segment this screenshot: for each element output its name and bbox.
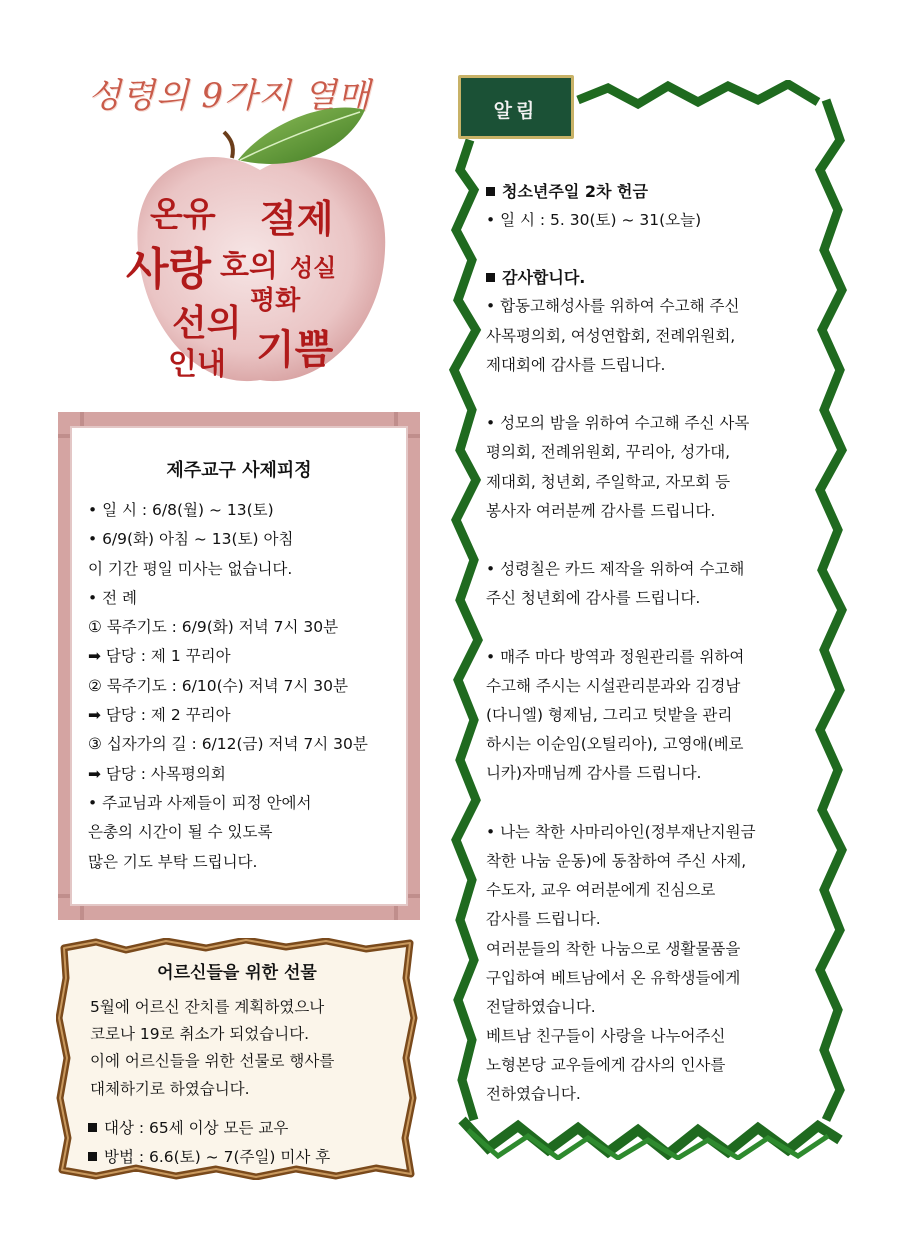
notice-line: • 합동고해성사를 위하여 수고해 주신	[486, 297, 740, 316]
notice-line: (다니엘) 형제님, 그리고 텃밭을 관리	[486, 706, 733, 724]
notice-line: 노형본당 교우들에게 감사의 인사를	[486, 1056, 726, 1075]
elders-item: 대상 : 65세 이상 모든 교우	[88, 1114, 408, 1143]
retreat-line: • 일 시 : 6/8(월) ~ 13(토)	[88, 501, 274, 519]
notice-line: 제대회, 청년회, 주일학교, 자모회 등	[486, 472, 731, 491]
notice-content	[486, 178, 831, 1110]
notice-line	[486, 526, 831, 555]
apple-word-kindness: 호의	[220, 249, 278, 284]
notice-line: 착한 나눔 운동)에 동참하여 주신 사제,	[486, 851, 747, 870]
retreat-line: ③ 십자가의 길 : 6/12(금) 저녁 7시 30분	[88, 735, 368, 754]
apple-title: 성령의 9가지 열매	[88, 76, 372, 116]
notice-line: 사목평의회, 여성연합회, 전례위원회,	[486, 326, 736, 345]
notice-line: 하시는 이순임(오틸리아), 고영애(베로	[486, 735, 744, 754]
retreat-line: ➡ 담당 : 사목평의회	[88, 764, 226, 783]
notice-line	[486, 380, 831, 409]
notice-line: • 매주 마다 방역과 정원관리를 위하여	[486, 647, 745, 666]
apple-word-goodness: 선의	[172, 303, 242, 344]
square-bullet-icon	[88, 1152, 97, 1161]
notice-line: • 성모의 밤을 위하여 수고해 주신 사목	[486, 414, 750, 433]
notice-line: 감사를 드립니다.	[486, 910, 601, 929]
retreat-line: ➡ 담당 : 제 2 꾸리아	[88, 706, 231, 725]
apple-word-self-control: 절제	[260, 197, 334, 241]
notice-heading-thanks: 감사합니다.	[486, 264, 831, 292]
retreat-line: 많은 기도 부탁 드립니다.	[88, 852, 258, 871]
retreat-line: 이 기간 평일 미사는 없습니다.	[88, 559, 293, 578]
apple-word-peace: 평화	[250, 286, 301, 316]
notice-line: 봉사자 여러분께 감사를 드립니다.	[486, 501, 716, 520]
notice-line: 수도자, 교우 여러분에게 진심으로	[486, 881, 716, 900]
apple-illustration	[120, 100, 400, 400]
notice-line: 여러분들의 착한 나눔으로 생활물품을	[486, 939, 741, 958]
notice-line: 구입하여 베트남에서 온 유학생들에게	[486, 968, 741, 987]
notice-line: 전하였습니다.	[486, 1085, 581, 1104]
notice-board-tab	[458, 75, 574, 139]
elders-body-line: 이에 어르신들을 위한 선물로 행사를	[90, 1052, 335, 1071]
notice-line: 제대회에 감사를 드립니다.	[486, 355, 666, 374]
square-bullet-icon	[486, 273, 495, 282]
priest-retreat-title: 제주교구 사제피정	[166, 460, 312, 481]
square-bullet-icon	[486, 187, 495, 196]
elders-body-line: 대체하기로 하였습니다.	[90, 1079, 250, 1098]
notice-line	[486, 613, 831, 642]
elders-item: 방법 : 6.6(토) ~ 7(주일) 미사 후	[88, 1143, 408, 1172]
notice-line: • 성령칠은 카드 제작을 위하여 수고해	[486, 560, 745, 579]
notice-line: 주신 청년회에 감사를 드립니다.	[486, 589, 701, 608]
elders-body-line: 5월에 어르신 잔치를 계획하였으나	[90, 998, 325, 1016]
retreat-line: • 주교님과 사제들이 피정 안에서	[88, 793, 312, 812]
retreat-line: ➡ 담당 : 제 1 꾸리아	[88, 647, 231, 666]
notice-line: 전달하였습니다.	[486, 997, 596, 1016]
apple-word-love: 사랑	[126, 244, 212, 295]
apple-word-joy: 기쁨	[256, 327, 334, 373]
notice-line: 베트남 친구들이 사랑을 나누어주신	[486, 1027, 726, 1046]
notice-line	[486, 789, 831, 818]
retreat-line: • 전 례	[88, 588, 137, 607]
retreat-line: • 6/9(화) 아침 ~ 13(토) 아침	[88, 530, 294, 549]
apple-word-patience: 인내	[168, 347, 226, 382]
notice-line: 평의회, 전례위원회, 꾸리아, 성가대,	[486, 443, 731, 462]
apple-word-gentleness: 온유	[150, 195, 216, 235]
notice-line: 니카)자매님께 감사를 드립니다.	[486, 764, 702, 783]
notice-line: • 일 시 : 5. 30(토) ~ 31(오늘)	[486, 211, 702, 229]
notice-line: • 나는 착한 사마리아인(정부재난지원금	[486, 822, 756, 841]
retreat-line: 은총의 시간이 될 수 있도록	[88, 823, 273, 842]
priest-retreat-details	[88, 496, 408, 877]
elders-gift-title: 어르신들을 위한 선물	[157, 963, 317, 983]
notice-tab-label: 알림	[493, 100, 539, 122]
square-bullet-icon	[88, 1123, 97, 1132]
apple-word-faithfulness: 성실	[290, 254, 337, 282]
notice-heading-offering: 청소년주일 2차 헌금	[486, 178, 831, 206]
retreat-line: ① 묵주기도 : 6/9(화) 저녁 7시 30분	[88, 618, 339, 637]
retreat-line: ② 묵주기도 : 6/10(수) 저녁 7시 30분	[88, 676, 348, 695]
elders-gift-items	[88, 1114, 408, 1172]
elders-body-line: 코로나 19로 취소가 되었습니다.	[90, 1025, 310, 1044]
elders-gift-body	[90, 994, 410, 1103]
notice-line: 수고해 주시는 시설관리분과와 김경남	[486, 676, 741, 695]
